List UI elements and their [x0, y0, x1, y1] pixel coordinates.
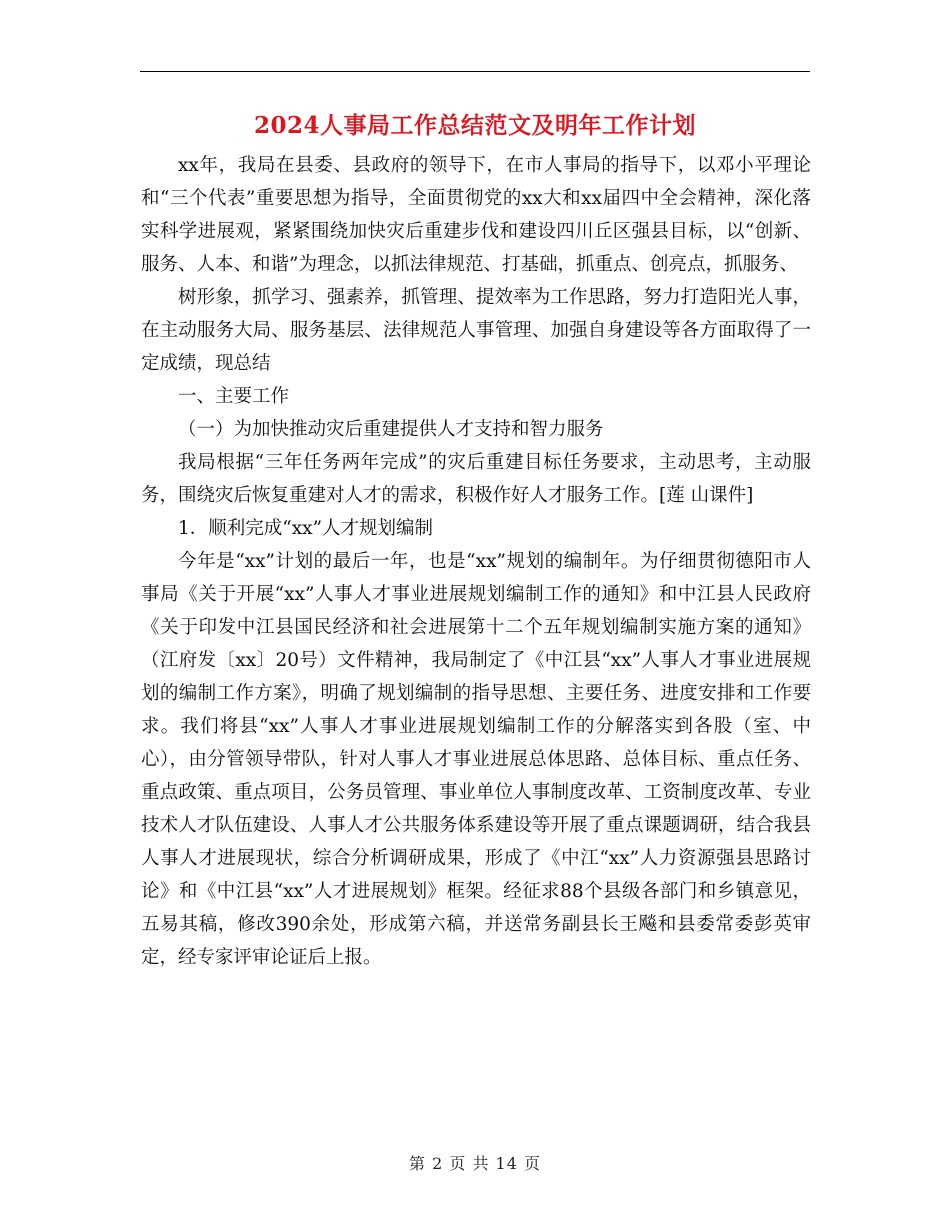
item-heading-1: 1．顺利完成“xx”人才规划编制 — [178, 518, 434, 539]
document-title: 2024人事局工作总结范文及明年工作计划 — [253, 112, 696, 139]
page-number-footer: 第 2 页 共 14 页 — [409, 1154, 541, 1173]
paragraph-intro-1: xx年，我局在县委、县政府的领导下，在市人事局的指导下，以邓小平理论和“三个代表”重要思想为指导，全面贯彻党的xx大和xx届四中全会精神，深化落实科学进展观，紧紧围绕加快灾后重建步伐和建设四川丘区强县目标，以“创新、服务、人本、和谐”为理念，以抓法律规范、打基础，抓重点、创亮点，抓服务、 — [141, 155, 811, 275]
paragraph-planning: 今年是“xx”计划的最后一年，也是“xx”规划的编制年。为仔细贯彻德阳市人事局《关于开展“xx”人事人才事业进展规划编制工作的通知》和中江县人民政府《关于印发中江县国民经济和社会进展第十二个五年规划编制实施方案的通知》（江府发〔xx〕20号）文件精神，我局制定了《中江县“xx”人事人才事业进展规划的编制工作方案》，明确了规划编制的指导思想、主要任务、进度安排和工作要求。我们将县“xx”人事人才事业进展规划编制工作的分解落实到各股（室、中心），由分管领导带队，针对人事人才事业进展总体思路、总体目标、重点任务、重点政策、重点项目，公务员管理、事业单位人事制度改革、工资制度改革、专业技术人才队伍建设、人事人才公共服务体系建设等开展了重点课题调研，结合我县人事人才进展现状，综合分析调研成果，形成了《中江“xx”人力资源强县思路讨论》和《中江县“xx”人才进展规划》框架。经征求88个县级各部门和乡镇意见，五易其稿，修改390余处，形成第六稿，并送常务副县长王飚和县委常委彭英审定，经专家评审论证后上报。 — [141, 551, 811, 968]
header-rule — [140, 71, 810, 72]
paragraph-reconstruction: 我局根据“三年任务两年完成”的灾后重建目标任务要求，主动思考，主动服务，围绕灾后恢复重建对人才的需求，积极作好人才服务工作。[莲 山课件] — [141, 452, 811, 506]
paragraph-intro-2: 树形象，抓学习、强素养，抓管理、提效率为工作思路，努力打造阳光人事，在主动服务大局、服务基层、法律规范人事管理、加强自身建设等各方面取得了一定成绩，现总结 — [141, 287, 811, 374]
subsection-heading-1: （一）为加快推动灾后重建提供人才支持和智力服务 — [178, 419, 604, 440]
section-heading-main-work: 一、主要工作 — [178, 386, 290, 407]
document-body — [141, 149, 811, 974]
